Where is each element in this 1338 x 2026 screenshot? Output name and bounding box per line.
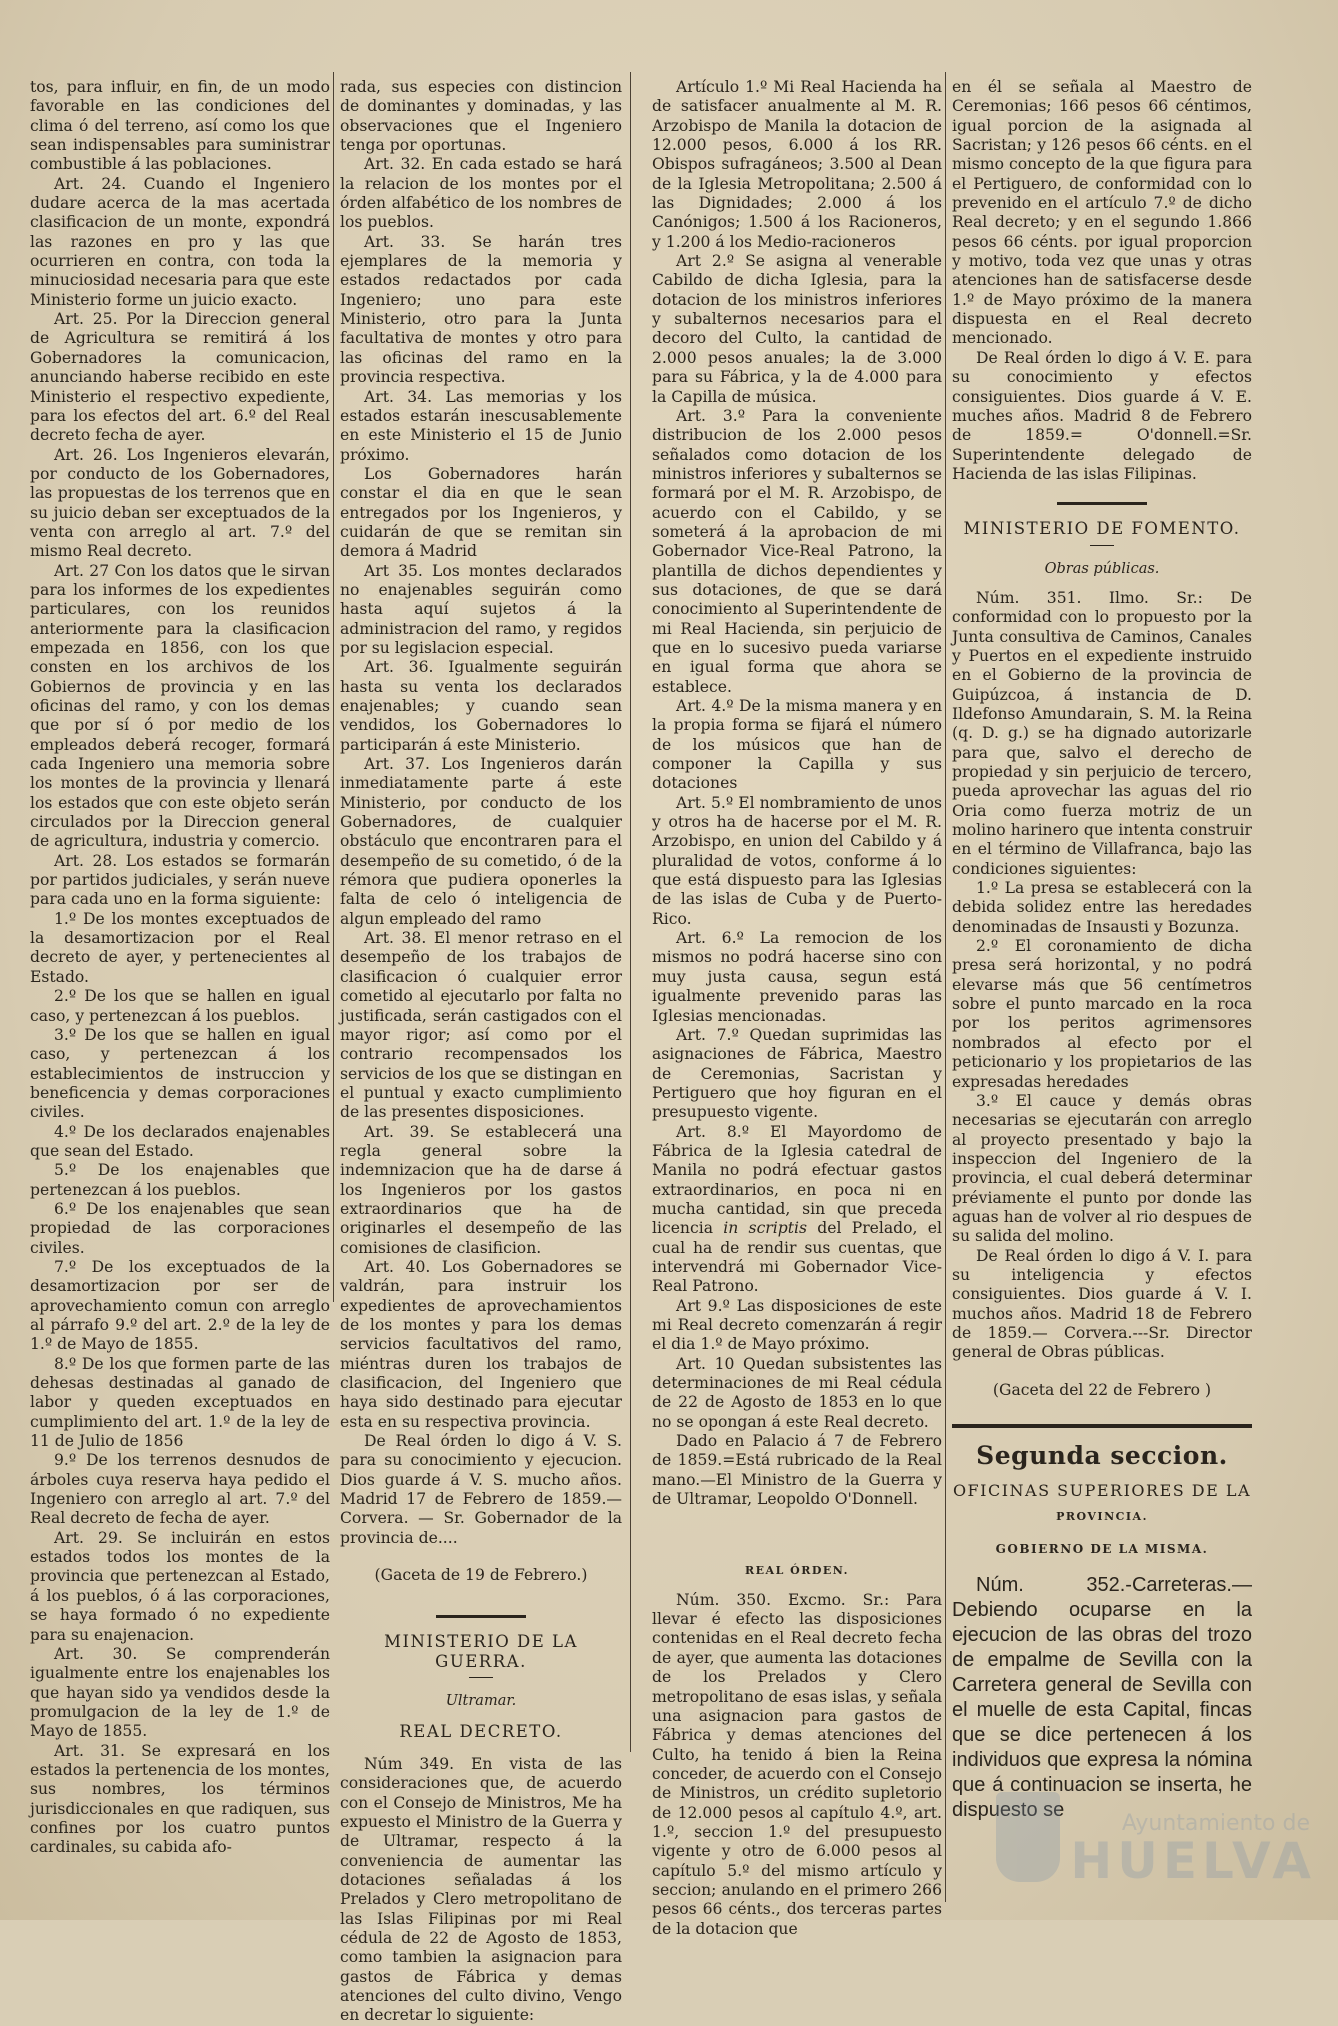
section-heading: Obras públicas. [1044,560,1160,577]
watermark-text: Ayuntamiento de [1121,1811,1310,1836]
article-8-text: del Prelado, el cual ha de rendir sus cuentas, que intervendrá mi Gobernador Vice-Real Patrono. [652,1219,942,1296]
column-rule [630,72,631,1752]
order-350: Núm. 350. Excmo. Sr.: Para llevar é efecto las disposiciones contenidas en el Real decreto fecha de ayer, que aumenta las dotaciones de los Prelados y Clero metropolitano de esas islas, y señala una asignacion para gastos de Fábrica y demas atenciones del Culto, ha tenido á bien la Reina conceder, de acuerdo con el Consejo de Ministros, un crédito supletorio de 12.000 pesos al capítulo 4.º, art. 1.º, seccion 1.º del presupuesto vigente y otro de 6.000 pesos al capítulo 5.º del mismo artículo y seccion; anulando en el primero 266 pesos 66 cénts., dos terceras partes de la dotacion que [652,1590,942,1938]
article-7: Art. 7.º Quedan suprimidas las asignaciones de Fábrica, Maestro de Ceremonias, Sacristan y Pertiguero que hoy figuran en el presupuesto vigente. [652,1025,942,1122]
ministry-heading: MINISTERIO DE LA GUERRA. [384,1632,578,1671]
article-26: Art. 26. Los Ingenieros elevarán, por conducto de los Gobernadores, las propuestas de los terrenos que en su juicio deban ser exceptuados de la venta con arreglo al art. 7.º del mismo Real decreto. [30,445,330,561]
column-4 [952,78,1252,1888]
article-29: Art. 29. Se incluirán en estos estados todos los montes de la provincia que pertenezcan al Estado, á los pueblos, ó á las corporaciones, se haya formado ó no expediente para su enajenacion. [30,1528,330,1644]
article-33: Art. 33. Se harán tres ejemplares de la memoria y estados redactados por cada Ingeniero; uno para este Ministerio, otro para la Junta facultativa de montes y otro para las oficinas del ramo en la provincia respectiva. [340,232,622,387]
article-1: Artículo 1.º Mi Real Hacienda ha de satisfacer anualmente al M. R. Arzobispo de Manila la dotacion de 12.000 pesos, 6.000 á los RR. Obispos sufragáneos; 3.500 al Dean de la Iglesia Metropolitana; 2.500 á las Dignidades; 2.000 á los Canónigos; 1.500 á los Racioneros, y 1.200 á los Medio-racioneros [652,78,942,251]
article-8-text: Art. 8.º El Mayordomo de Fábrica de la Iglesia catedral de Manila no podrá efectuar gastos extraordinarios, en poca ni en mucha cantidad, sin que preceda licencia [652,1122,942,1238]
column-rule [945,72,946,1902]
divider [1090,545,1114,546]
closing: De Real órden lo digo á V. I. para su inteligencia y efectos consiguientes. Dios guarde á V. I. muchos años. Madrid 18 de Febrero de 1859.— Corvera.---Sr. Director general de Obras públicas. [952,1246,1252,1362]
list-item: 1.º De los montes exceptuados de la desamortizacion por el Real decreto de ayer, y pertenecientes al Estado. [30,909,330,986]
section-divider [952,1424,1252,1428]
watermark-text: HUELVA [1070,1832,1316,1890]
ministry-heading: MINISTERIO DE FOMENTO. [963,519,1241,539]
column-2 [340,78,622,2025]
list-item: 9.º De los terrenos desnudos de árboles cuya reserva haya pedido el Ingeniero con arreglo al art. 7.º del Real decreto de fecha de ayer. [30,1451,330,1528]
list-item: 2.º De los que se hallen en igual caso, y pertenezcan á los pueblos. [30,987,330,1025]
section-heading: Ultramar. [445,1693,517,1710]
order-351: Núm. 351. Ilmo. Sr.: De conformidad con lo propuesto por la Junta consultiva de Caminos, Canales y Puertos en el expediente instruido en el Gobierno de la provincia de Guipúzcoa, á instancia de D. Ildefonso Amundarain, S. M. la Reina (q. D. g.) se ha dignado autorizarle para que, salvo el derecho de propiedad y sin perjuicio de tercero, pueda aprovechar las aguas del rio Oria como fuerza motriz de un molino harinero que intenta construir en el término de Villafranca, bajo las condiciones siguientes: [952,588,1252,878]
article-32: Art. 32. En cada estado se hará la relacion de los montes por el órden alfabético de los nombres de los pueblos. [340,155,622,232]
notice-352 [952,1573,1252,1823]
list-item: 3.º De los que se hallen en igual caso, y pertenezcan á los establecimientos de instruccion y beneficencia y demas corporaciones civiles. [30,1025,330,1122]
section-divider [1057,502,1147,505]
article-35: Art 35. Los montes declarados no enajenables seguirán como hasta aquí sujetos á la administracion del ramo, y regidos por su legislacion especial. [340,561,622,657]
closing: De Real órden lo digo á V. S. para su conocimiento y ejecucion. Dios guarde á V. S. mucho años. Madrid 17 de Febrero de 1859.— Corvera. — Sr. Gobernador de la provincia de.... [340,1432,622,1547]
article-9: Art 9.º Las disposiciones de este mi Real decreto comenzarán á regir el dia 1.º de Mayo próximo. [652,1296,942,1354]
article-10: Art. 10 Quedan subsistentes las determinaciones de mi Real cédula de 22 de Agosto de 1853 en lo que no se opongan á este Real decreto. [652,1354,942,1431]
article-34: Art. 34. Las memorias y los estados estarán inescusablemente en este Ministerio el 15 de Junio próximo. [340,387,622,464]
article-27: Art. 27 Con los datos que le sirvan para los informes de los expedientes particulares, con los reunidos anteriormente para la clasificacion empezada en 1856, con los que consten en los archivos de los Gobiernos de provincia y en las oficinas del ramo, y con los demas que por sí ó por medio de los empleados deberá recoger, formará cada Ingeniero una memoria sobre los montes de la provincia y llenará los estados que con este objeto serán circulados por la Direccion general de agricultura, industria y comercio. [30,561,330,851]
paragraph: Los Gobernadores harán constar el dia en que le sean entregados por los Ingenieros, y cuidarán de que se remitan sin demora á Madrid [340,464,622,561]
government-heading: GOBIERNO DE LA MISMA. [995,1542,1209,1557]
column-3 [652,78,942,1938]
offices-heading: OFICINAS SUPERIORES DE LA [952,1481,1252,1501]
article-24: Art. 24. Cuando el Ingeniero dudare acerca de la mas acertada clasificacion de un monte, expondrá las razones en pro y las que ocurrieren en contra, con toda la minuciosidad necesaria para que este Ministerio forme un juicio exacto. [30,174,330,309]
article-36: Art. 36. Igualmente seguirán hasta su venta los declarados enajenables; y cuando sean vendidos, los Gobernadores lo participarán á este Ministerio. [340,658,622,754]
list-item: 5.º De los enajenables que pertenezcan á los pueblos. [30,1161,330,1199]
article-8 [652,1123,942,1297]
closing: De Real órden lo digo á V. E. para su conocimiento y efectos consiguientes. Dios guarde á V. E. muches años. Madrid 8 de Febrero de 1859.= O'donnell.=Sr. Superintendente delegado de Hacienda de las islas Filipinas. [952,348,1252,483]
decree-349: Núm 349. En vista de las consideraciones que, de acuerdo con el Consejo de Ministros, Me ha expuesto el Ministro de la Guerra y de Ultramar, respecto á la conveniencia de aumentar las dotaciones señaladas á los Prelados y Clero metropolitano de las Islas Filipinas por mi Real cédula de 22 de Agosto de 1853, como tambien la asignacion para gastos de Fábrica y demas atenciones del culto divino, Vengo en decretar lo siguiente: [340,1754,622,2025]
list-item: 6.º De los enajenables que sean propiedad de las corporaciones civiles. [30,1199,330,1257]
condition-item: 1.º La presa se establecerá con la debida solidez entre las heredades denominadas de Insausti y Bozunza. [952,879,1252,936]
article-39: Art. 39. Se establecerá una regla general sobre la indemnizacion que ha de darse á los Ingenieros por los gastos extraordinarios que ha de originarles el desempeño de las comisiones de clasificion. [340,1122,622,1257]
decree-heading: REAL DECRETO. [399,1721,563,1741]
signature-block: Dado en Palacio á 7 de Febrero de 1859.=Está rubricado de la Real mano.—El Ministro de la Guerra y de Ultramar, Leopoldo O'Donnell. [652,1432,942,1509]
latin-phrase: in scriptis [723,1219,807,1238]
divider [469,1677,493,1678]
article-6: Art. 6.º La remocion de los mismos no podrá hacerse sino con muy justa causa, segun está igualmente prevenido paras las Iglesias mencionadas. [652,929,942,1025]
article-25: Art. 25. Por la Direccion general de Agricultura se remitirá á los Gobernadores la comunicacion, anunciando haberse recibido en este Ministerio el respectivo expediente, para los efectos del art. 6.º del Real decreto fecha de ayer. [30,310,330,445]
article-2: Art 2.º Se asigna al venerable Cabildo de dicha Iglesia, para la dotacion de los ministros inferiores y subalternos necesarios para el decoro del Culto, la cantidad de 2.000 pesos anuales; la de 3.000 para su Fábrica, y la de 4.000 para la Capilla de música. [652,252,942,406]
order-heading: REAL ÓRDEN. [745,1564,849,1578]
condition-item: 3.º El cauce y demás obras necesarias se ejecutarán con arreglo al proyecto presentado y bajo la inspeccion del Ingeniero de la provincia, el cual deberá determinar préviamente el punto por donde las aguas han de volver al rio despues de su salida del molino. [952,1091,1252,1246]
article-3: Art. 3.º Para la conveniente distribucion de los 2.000 pesos señalados como dotacion de los ministros inferiores y subalternos se formará por el M. R. Arzobispo, de acuerdo con el Cabildo, y se someterá á la aprobacion de mi Gobernador Vice-Real Patrono, la plantilla de dichos dependientes y sus dotaciones, de que se dará conocimiento al Superintendente de mi Real Hacienda, sin perjuicio de que en lo sucesivo pueda variarse en igual forma que ahora se establece. [652,406,942,696]
notice-352-text: Núm. 352.-Carreteras.— Debiendo ocuparse en la ejecucion de las obras del trozo de empalme de Sevilla con la Carretera general de Sevilla con el muelle de esta Capital, fincas que se dice pertenecen á los individuos que expresa la nómina que á continuacion se inserta, he dispuesto se [952,1574,1252,1822]
article-4: Art. 4.º De la misma manera y en la propia forma se fijará el número de los músicos que han de componer la Capilla y sus dotaciones [652,697,942,793]
gazette-citation: (Gaceta de 19 de Febrero.) [374,1566,588,1585]
paragraph: en él se señala al Maestro de Ceremonias; 166 pesos 66 céntimos, igual porcion de la asignada al Sacristan; y 126 pesos 66 cénts. en el mismo concepto de la que figura para el Pertiguero, de conformidad con lo prevenido en el artículo 7.º de dicho Real decreto; y en el segundo 1.866 pesos 66 cénts. por igual proporcion y motivo, toda vez que unas y otras atenciones han de satisfacerse desde 1.º de Mayo próximo de la manera dispuesta en el Real decreto mencionado. [952,78,1252,348]
condition-item: 2.º El coronamiento de dicha presa será horizontal, y no podrá elevarse más que 56 centímetros sobre el punto marcado en la roca por los peritos agrimensores nombrados al efecto por el peticionario y los propietarios de las expresadas heredades [952,937,1252,1091]
section-divider [436,1615,526,1618]
list-item: 8.º De los que formen parte de las dehesas destinadas al ganado de labor y queden exceptuados en cumplimiento del art. 1.º de la ley de 11 de Julio de 1856 [30,1354,330,1451]
column-1 [30,78,330,1888]
paragraph: tos, para influir, en fin, de un modo favorable en las condiciones del clima ó del terreno, así como los que sean indispensables para suministrar combustible á las poblaciones. [30,78,330,174]
article-28: Art. 28. Los estados se formarán por partidos judiciales, y serán nueve para cada uno en la forma siguiente: [30,851,330,909]
list-item: 7.º De los exceptuados de la desamortizacion por ser de aprovechamiento comun con arreglo al párrafo 9.º del art. 2.º de la ley de 1.º de Mayo de 1855. [30,1257,330,1354]
column-rule [333,72,334,1302]
second-section-heading: Segunda seccion. [976,1441,1228,1470]
paragraph: rada, sus especies con distincion de dominantes y dominadas, y las observaciones que el Ingeniero tenga por oportunas. [340,78,622,155]
article-37: Art. 37. Los Ingenieros darán inmediatamente parte á este Ministerio, por conducto de los Gobernadores, de cualquier obstáculo que encontraren para el desempeño de su cometido, ó de la rémora que pudiera oponerles la falta de celo ó inteligencia de algun empleado del ramo [340,755,622,928]
list-item: 4.º De los declarados enajenables que sean del Estado. [30,1122,330,1160]
article-40: Art. 40. Los Gobernadores se valdrán, para instruir los expedientes de aprovechamientos de los montes y para los demas servicios facultativos del ramo, miéntras duren los trabajos de clasificacion, del Ingeniero que haya sido destinado para ejecutar esta en su respectiva provincia. [340,1257,622,1431]
province-heading: PROVINCIA. [1056,1509,1148,1523]
article-31: Art. 31. Se expresará en los estados la pertenencia de los montes, sus nombres, los términos jurisdiccionales en que radiquen, sus confines por los cuatro puntos cardinales, su cabida afo- [30,1741,330,1857]
article-30: Art. 30. Se comprenderán igualmente entre los enajenables los que hayan sido ya vendidos desde la promulgacion de la ley de 1.º de Mayo de 1855. [30,1644,330,1741]
article-38: Art. 38. El menor retraso en el desempeño de los trabajos de clasificacion ó cualquier error cometido al ejecutarlo por falta no justificada, serán castigados con el mayor rigor; así como por el contrario recompensados los servicios de los que se distingan en el puntual y exacto cumplimiento de las presentes disposiciones. [340,929,622,1122]
gazette-citation: (Gaceta del 22 de Febrero ) [992,1380,1212,1399]
article-5: Art. 5.º El nombramiento de unos y otros ha de hacerse por el M. R. Arzobispo, en union del Cabildo y á pluralidad de votos, conforme á lo que está dispuesto para las Iglesias de las islas de Cuba y de Puerto-Rico. [652,793,942,928]
